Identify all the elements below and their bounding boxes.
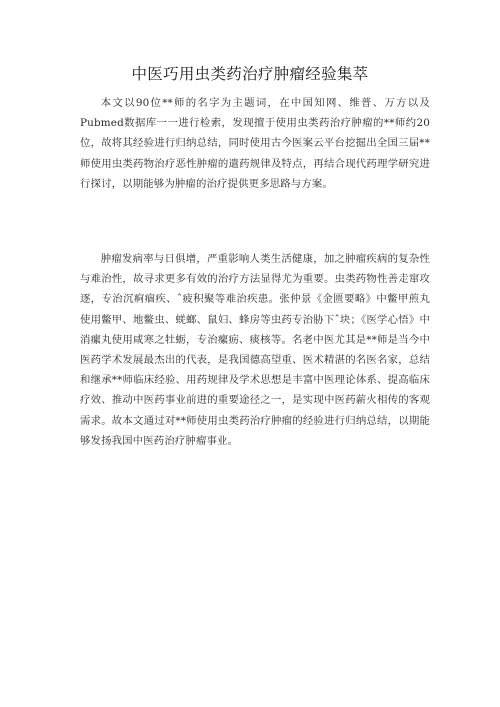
document-title: 中医巧用虫类药治疗肿瘤经验集萃 (131, 65, 369, 83)
paragraph-abstract: 本文以90位**师的名字为主题词，在中国知网、维普、万方以及Pubmed数据库一一进行检索，发现擅于使用虫类药治疗肿瘤的**师约20位，故将其经验进行归纳总结，同时使用古今医案云平台挖掘出全国三届**师使用虫类药物治疗恶性肿瘤的遣药规律及特点，再结合现代药理学研究进行探讨，以期能够为肿瘤的治疗提供更多思路与方案。 (80, 97, 430, 190)
paragraph-introduction: 肿瘤发病率与日俱增，严重影响人类生活健康，加之肿瘤疾病的复杂性与难治性，故寻求更多有效的治疗方法显得尤为重要。虫类药物性善走窜攻逐，专治沉痾痼疾、ˆ疲积聚等难治疾患。张仲景《金匮要略》中鳖甲煎丸使用鳖甲、地鳖虫、蜣螂、鼠妇、蜂房等虫药专治胁下ˆ块；《医学心悟》中消瘰丸使用咸寒之牡蛎，专治瘰疬、痰核等。名老中医尤其是**师是当今中医药学术发展最杰出的代表，是我国德高望重、医术精湛的名医名家，总结和继承**师临床经验、用药规律及学术思想是丰富中医理论体系、提高临床疗效、推动中医药事业前进的重要途径之一，是实现中医药薪火相传的客观需求。故本文通过对**师使用虫类药治疗肿瘤的经验进行归纳总结，以期能够发扬我国中医药治疗肿瘤事业。 (80, 253, 430, 447)
